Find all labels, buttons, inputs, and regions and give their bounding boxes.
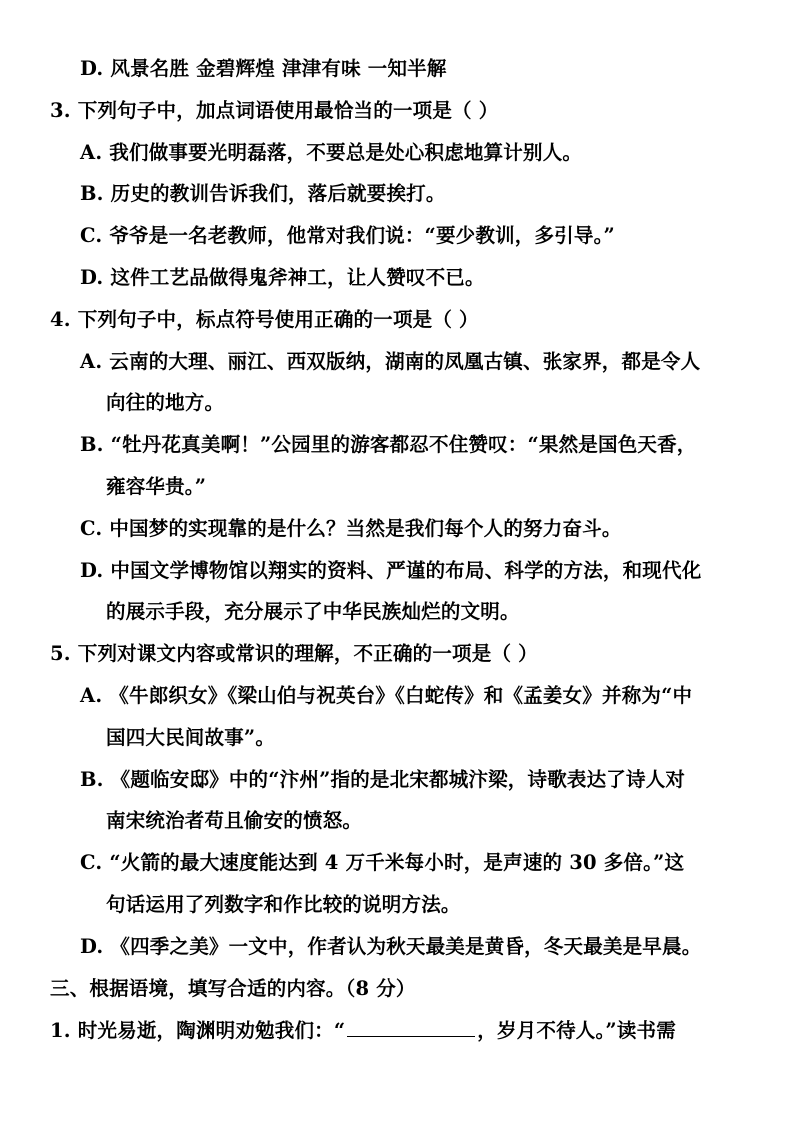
question-4: 4. 下列句子中，标点符号使用正确的一项是（ ） (50, 308, 479, 331)
fill-blank[interactable] (347, 1018, 475, 1037)
q1-text-after: ，岁月不待人。”读书需 (477, 1019, 676, 1042)
q5-option-d: D. 《四季之美》一文中，作者认为秋天最美是黄昏，冬天最美是早晨。 (80, 935, 702, 958)
section-3-question-1 (50, 1018, 676, 1043)
q5-option-a-cont: 国四大民间故事”。 (106, 726, 276, 749)
q5-option-c-cont: 句话运用了列数字和作比较的说明方法。 (106, 893, 461, 916)
q5-option-c: C. “火箭的最大速度能达到 4 万千米每小时，是声速的 30 多倍。”这 (80, 851, 685, 874)
q4-option-d-cont: 的展示手段，充分展示了中华民族灿烂的文明。 (106, 600, 520, 623)
q4-option-d: D. 中国文学博物馆以翔实的资料、严谨的布局、科学的方法，和现代化 (80, 559, 702, 582)
q5-option-b-cont: 南宋统治者苟且偷安的愤怒。 (106, 809, 363, 832)
question-3: 3. 下列句子中，加点词语使用最恰当的一项是（ ） (50, 99, 499, 122)
section-3-heading: 三、根据语境，填写合适的内容。（8 分） (50, 977, 416, 1000)
q4-option-c: C. 中国梦的实现靠的是什么？当然是我们每个人的努力奋斗。 (80, 517, 622, 540)
q4-option-a: A. 云南的大理、丽江、西双版纳，湖南的凤凰古镇、张家界，都是令人 (80, 350, 701, 373)
q5-option-b: B. 《题临安邸》中的“汴州”指的是北宋都城汴梁，诗歌表达了诗人对 (80, 768, 686, 791)
q1-text-before: 1. 时光易逝，陶渊明劝勉我们：“ (50, 1019, 346, 1042)
question-5: 5. 下列对课文内容或常识的理解，不正确的一项是（ ） (50, 642, 538, 665)
q3-option-d: D. 这件工艺品做得鬼斧神工，让人赞叹不已。 (80, 266, 485, 289)
q3-option-a: A. 我们做事要光明磊落，不要总是处心积虑地算计别人。 (80, 141, 583, 164)
q4-option-b: B. “牡丹花真美啊！”公园里的游客都忍不住赞叹：“果然是国色天香， (80, 433, 697, 456)
q3-option-c: C. 爷爷是一名老教师，他常对我们说：“要少教训，多引导。” (80, 224, 615, 247)
q3-option-b: B. 历史的教训告诉我们，落后就要挨打。 (80, 182, 446, 205)
q4-option-b-cont: 雍容华贵。” (106, 475, 207, 498)
q4-option-a-cont: 向往的地方。 (106, 391, 225, 414)
q2-option-d: D. 风景名胜 金碧辉煌 津津有味 一知半解 (80, 57, 447, 80)
q5-option-a: A. 《牛郎织女》《梁山伯与祝英台》《白蛇传》和《孟姜女》并称为“中 (80, 684, 693, 707)
